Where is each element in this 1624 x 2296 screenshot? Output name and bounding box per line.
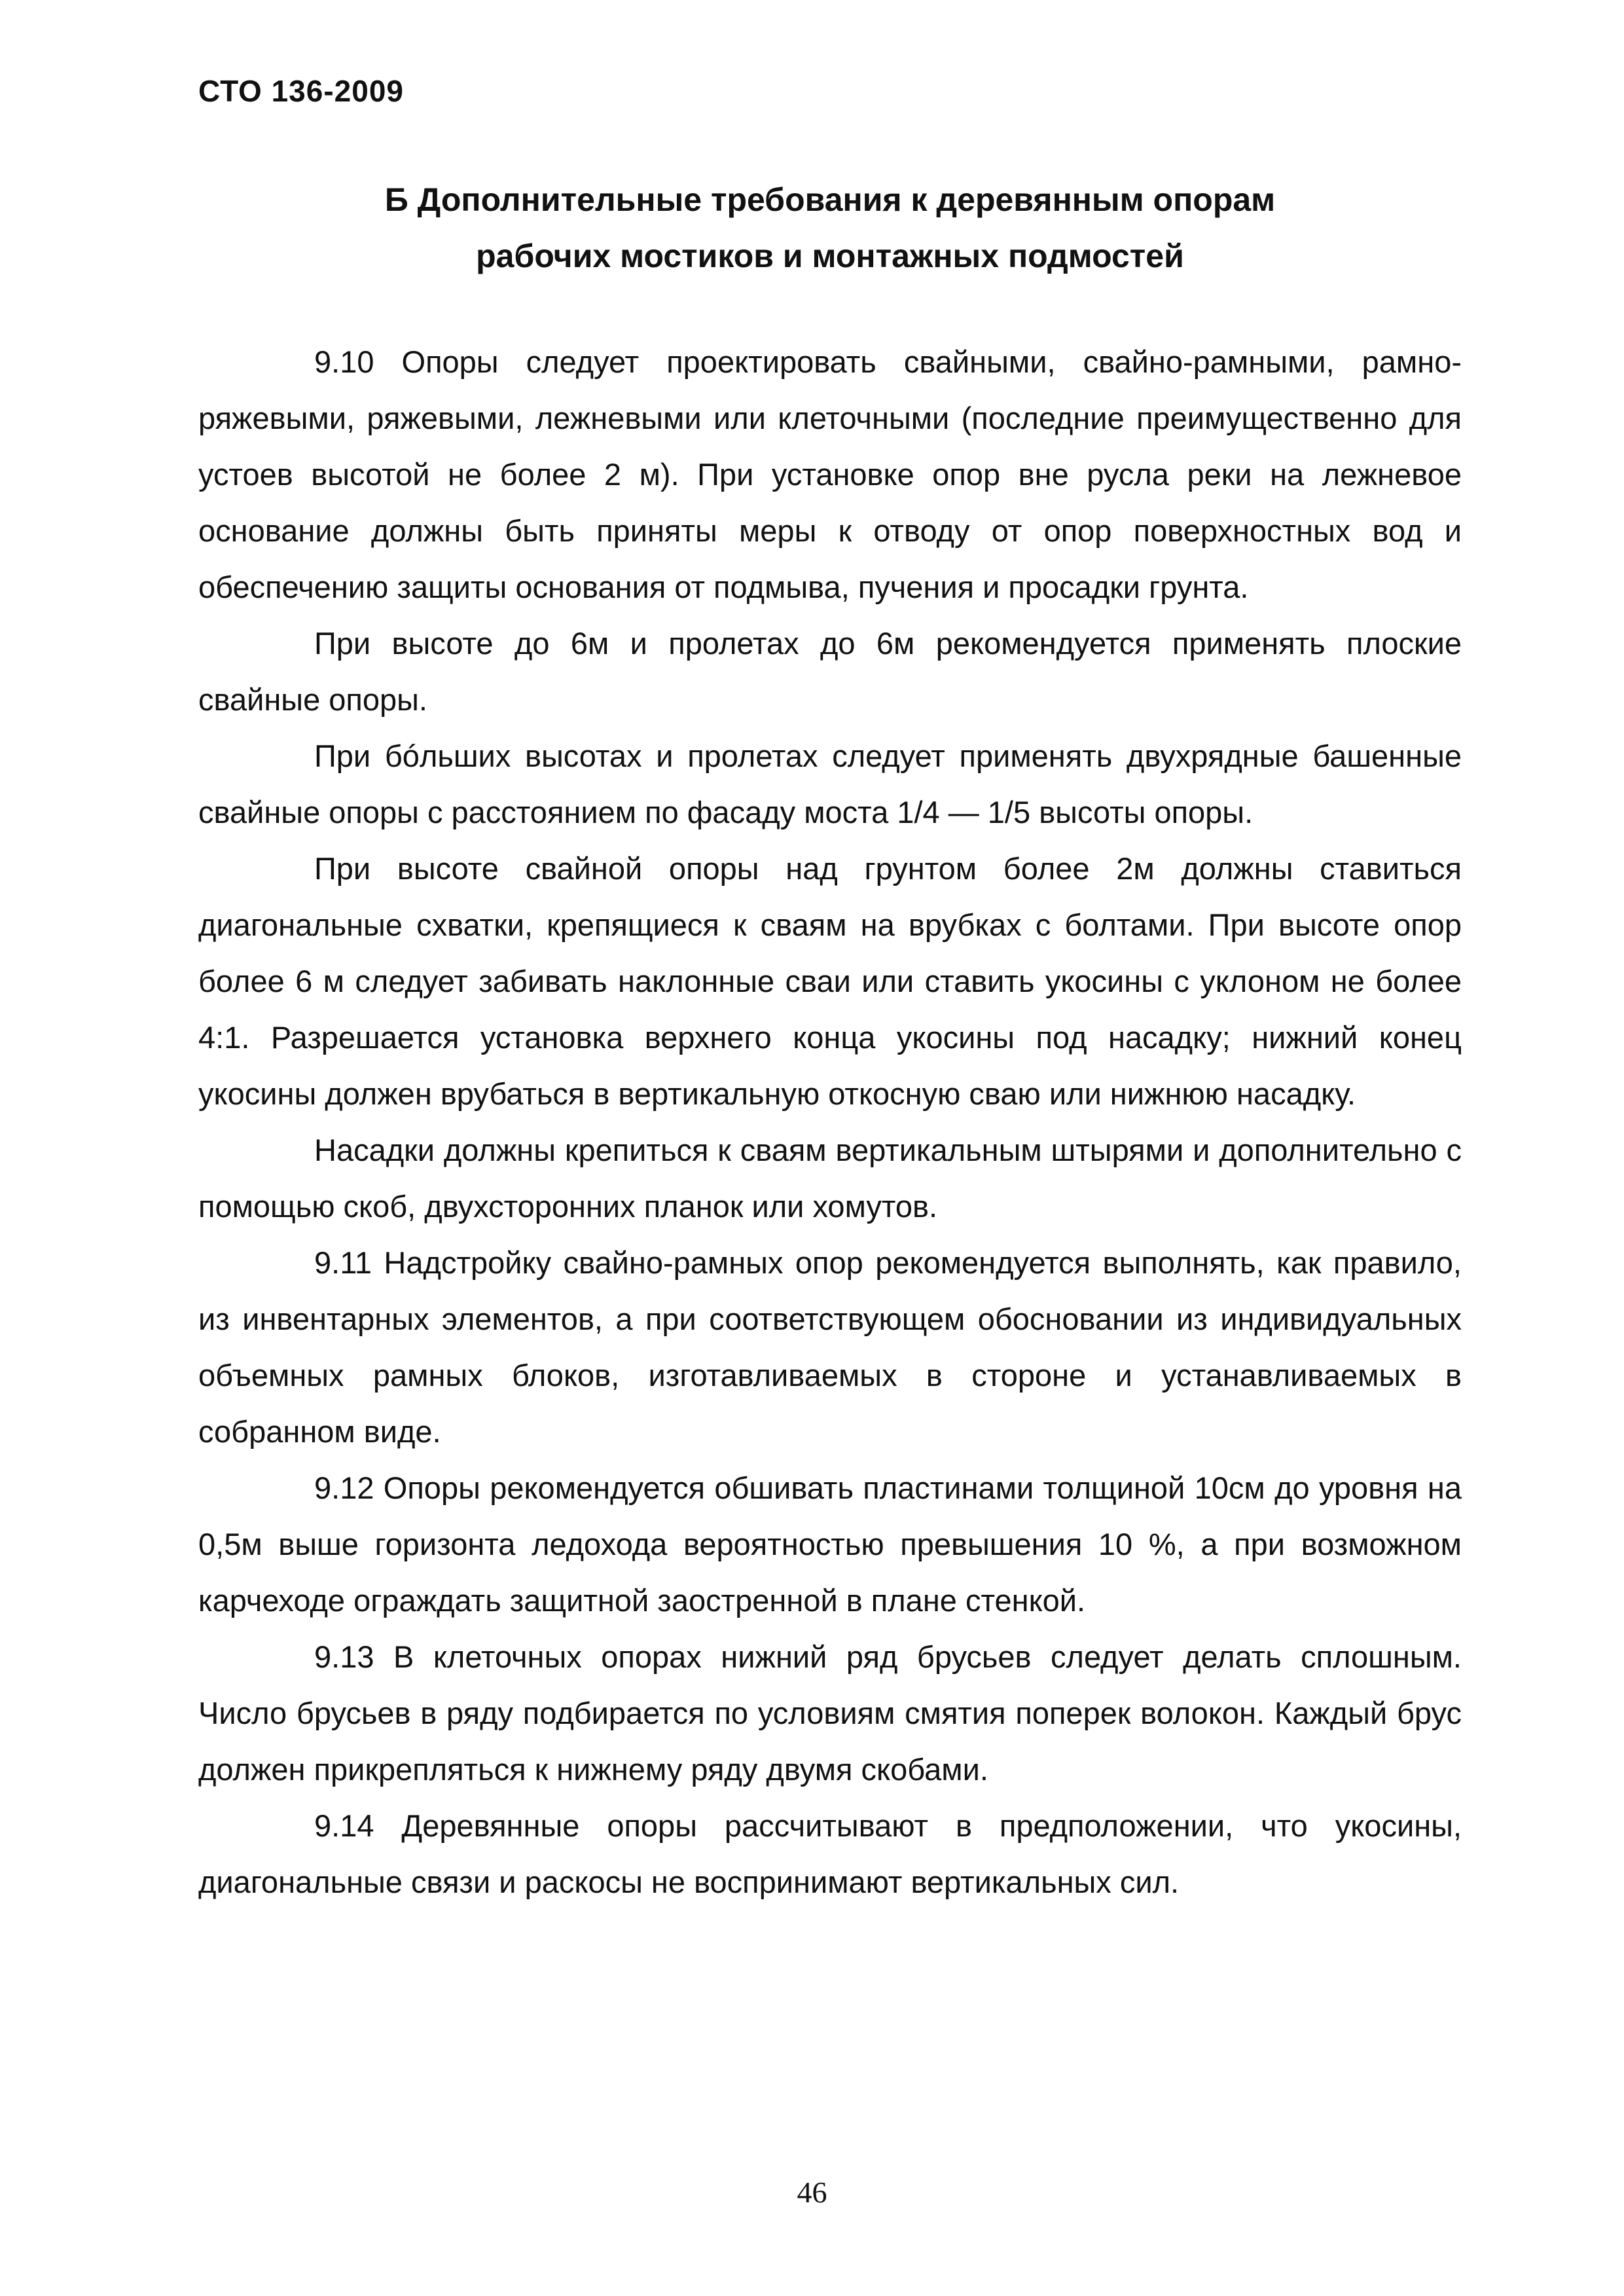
- paragraph-caps-fastening: Насадки должны крепиться к сваям вертикальным штырями и дополнительно с помощью скоб, двухсторонних планок или хомутов.: [198, 1133, 1462, 1224]
- paragraph-flat-pile-supports: При высоте до 6м и пролетах до 6м рекомендуется применять плоские свайные опоры.: [198, 626, 1462, 717]
- paragraph-9-13: 9.13 В клеточных опорах нижний ряд брусьев следует делать сплошным. Число брусьев в ряду подбирается по условиям смятия поперек волокон. Каждый брус должен прикрепляться к нижнему ряду двумя скобами.: [198, 1639, 1462, 1787]
- page-number: 46: [797, 2176, 827, 2209]
- paragraph-9-14: 9.14 Деревянные опоры рассчитывают в предположении, что укосины, диагональные связи и раскосы не воспринимают вертикальных сил.: [198, 1808, 1462, 1899]
- paragraph-9-10: 9.10 Опоры следует проектировать свайными, свайно-рамными, рамно-ряжевыми, ряжевыми, лежневыми или клеточными (последние преимущественно для устоев высотой не более 2 м). При установке опор вне русла реки на лежневое основание должны быть приняты меры к отводу от опор поверхностных вод и обеспечению защиты основания от подмыва, пучения и просадки грунта.: [198, 344, 1462, 604]
- section-title: [198, 172, 1462, 284]
- section-title-line-2: рабочих мостиков и монтажных подмостей: [476, 238, 1184, 274]
- paragraph-9-12: 9.12 Опоры рекомендуется обшивать пластинами толщиной 10см до уровня на 0,5м выше горизонта ледохода вероятностью превышения 10 %, а при возможном карчеходе ограждать защитной заостренной в плане стенкой.: [198, 1470, 1462, 1618]
- section-title-line-1: Б Дополнительные требования к деревянным опорам: [384, 181, 1276, 218]
- paragraph-diagonal-braces: При высоте свайной опоры над грунтом более 2м должны ставиться диагональные схватки, крепящиеся к сваям на врубках с болтами. При высоте опор более 6 м следует забивать наклонные сваи или ставить укосины с уклоном не более 4:1. Разрешается установка верхнего конца укосины под насадку; нижний конец укосины должен врубаться в вертикальную откосную сваю или нижнюю насадку.: [198, 851, 1462, 1111]
- paragraph-tower-pile-supports: При бóльших высотах и пролетах следует применять двухрядные башенные свайные опоры с расстоянием по фасаду моста 1/4 — 1/5 высоты опоры.: [198, 738, 1462, 829]
- document-body: [198, 334, 1462, 1910]
- document-code: СТО 136-2009: [198, 74, 404, 108]
- paragraph-9-11: 9.11 Надстройку свайно-рамных опор рекомендуется выполнять, как правило, из инвентарных элементов, а при соответствующем обосновании из индивидуальных объемных рамных блоков, изготавливаемых в стороне и устанавливаемых в собранном виде.: [198, 1245, 1462, 1449]
